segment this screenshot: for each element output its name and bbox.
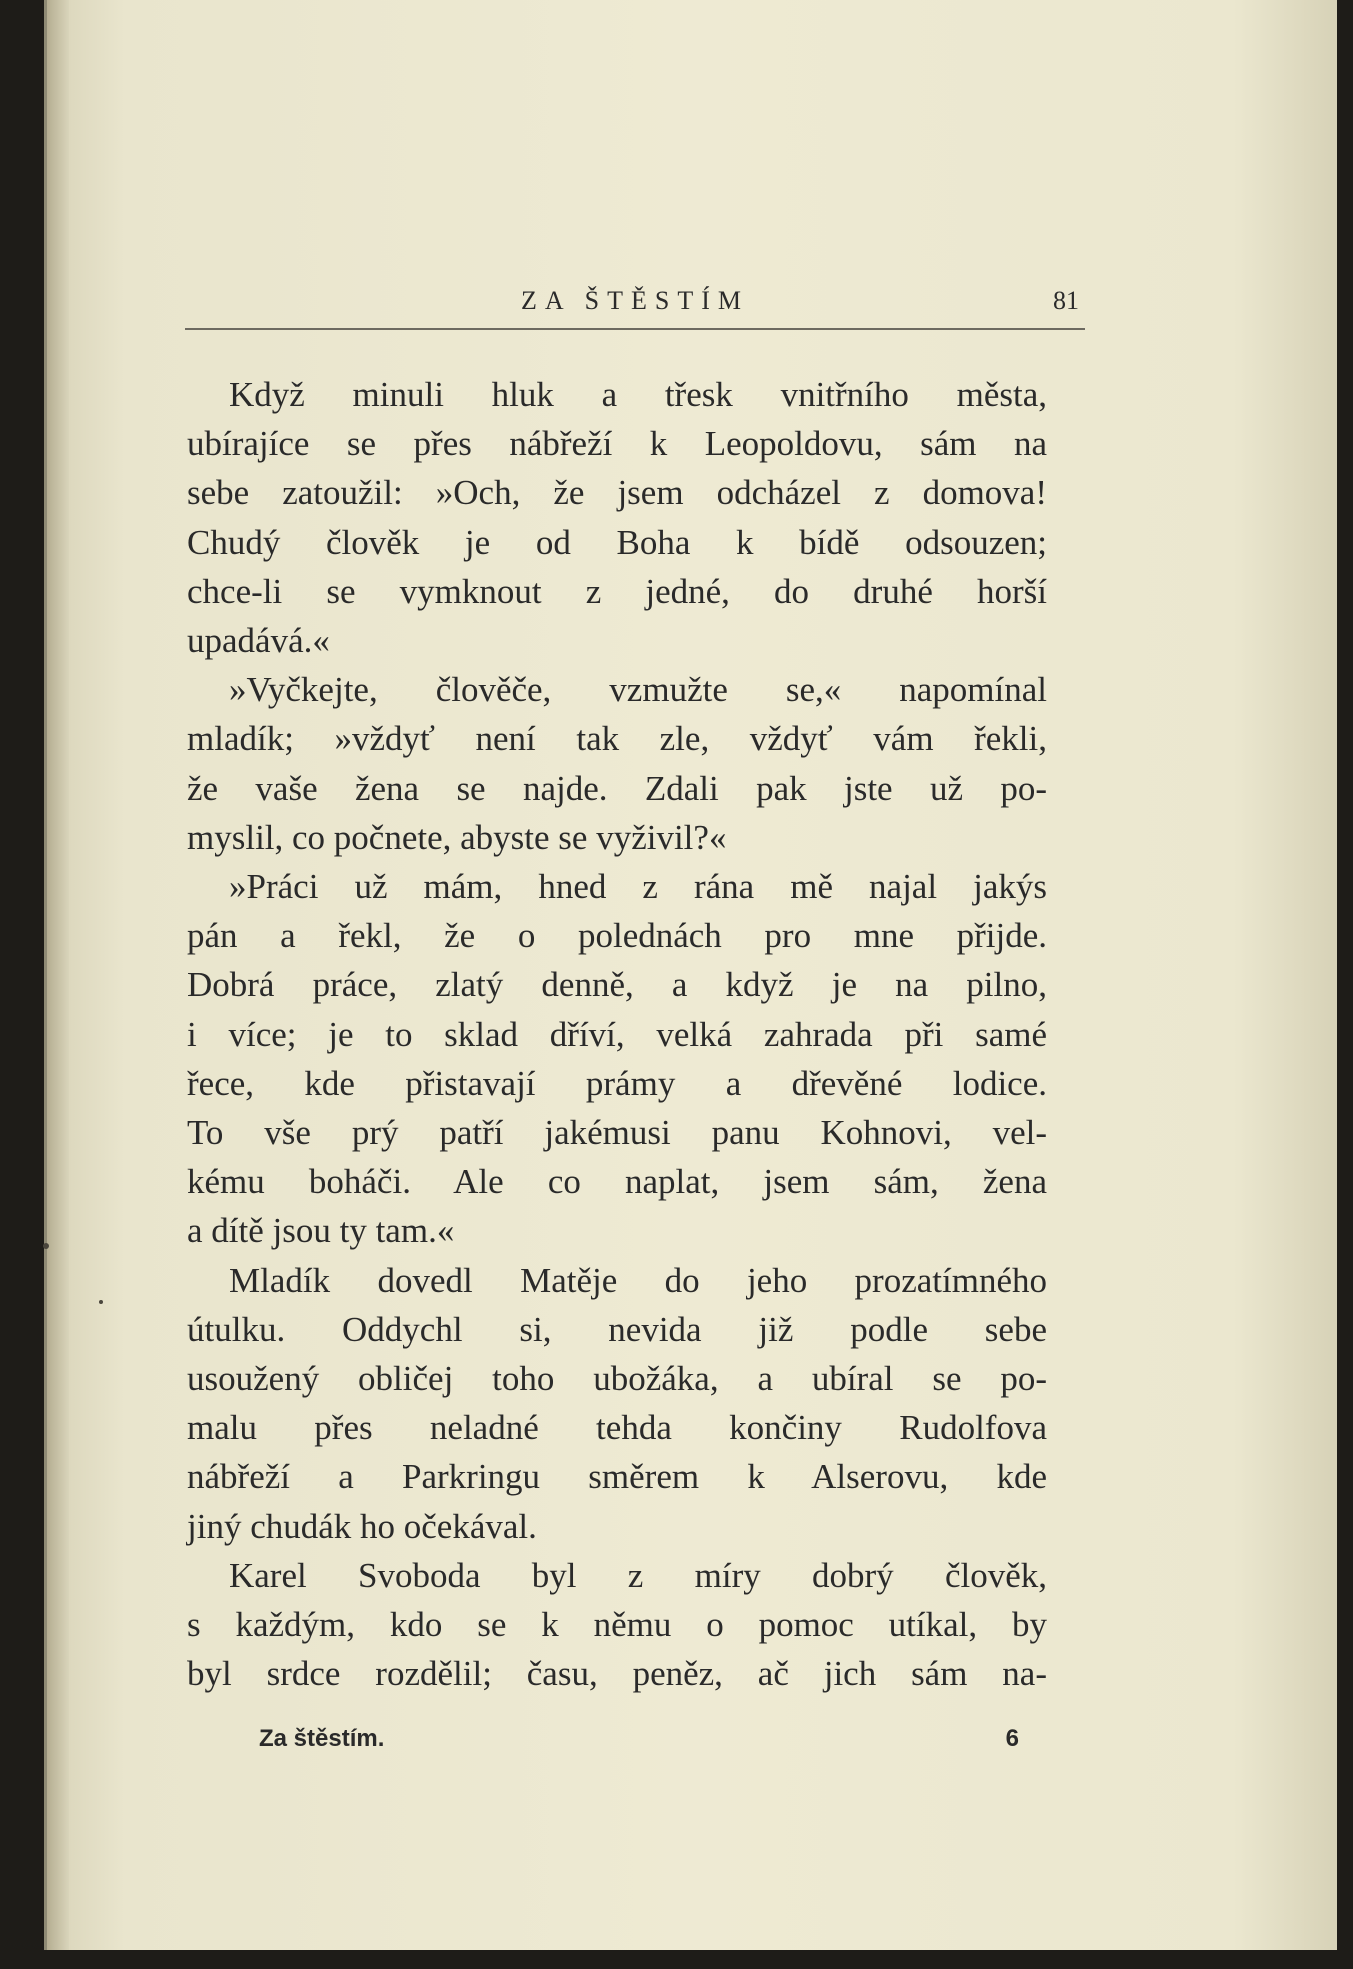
text-line: nábřeží a Parkringu směrem k Alserovu, kde — [187, 1457, 1047, 1497]
text-line: malu přes neladné tehda končiny Rudolfova — [187, 1408, 1047, 1448]
paragraph — [187, 1256, 1047, 1551]
text-line: pán a řekl, že o polednách pro mne přijde. — [187, 916, 1047, 956]
paragraph — [187, 370, 1047, 665]
sheet-number: 6 — [1005, 1725, 1019, 1752]
text-line: řece, kde přistavají prámy a dřevěné lodice. — [187, 1063, 1047, 1103]
text-line: mladík; »vždyť není tak zle, vždyť vám řekli, — [187, 719, 1047, 759]
page-footer — [259, 1725, 1039, 1765]
text-line: Chudý člověk je od Boha k bídě odsouzen; — [187, 522, 1047, 562]
paragraph — [187, 665, 1047, 862]
paragraph — [187, 862, 1047, 1256]
signature-mark: Za štěstím. — [259, 1725, 385, 1752]
print-speck — [99, 1300, 103, 1304]
text-line: sebe zatoužil: »Och, že jsem odcházel z domova! — [187, 473, 1047, 513]
page-gutter — [47, 0, 69, 1950]
text-line: Karel Svoboda byl z míry dobrý člověk, — [229, 1555, 1047, 1595]
print-speck — [43, 1243, 49, 1249]
text-line: To vše prý patří jakémusi panu Kohnovi, vel- — [187, 1113, 1047, 1153]
text-line: Mladík dovedl Matěje do jeho prozatímného — [229, 1260, 1047, 1300]
text-line: ubírajíce se přes nábřeží k Leopoldovu, sám na — [187, 424, 1047, 464]
text-line: byl srdce rozdělil; času, peněz, ač jich sám na- — [187, 1654, 1047, 1694]
text-line: a dítě jsou ty tam.« — [187, 1211, 455, 1251]
text-line: i více; je to sklad dříví, velká zahrada při samé — [187, 1014, 1047, 1054]
book-page — [44, 0, 1337, 1950]
text-line: usoužený obličej toho ubožáka, a ubíral se po- — [187, 1359, 1047, 1399]
text-line: upadává.« — [187, 621, 330, 661]
page-header — [185, 270, 1085, 330]
text-line: myslil, co počnete, abyste se vyživil?« — [187, 817, 727, 857]
running-head: ZA ŠTĚSTÍM — [520, 286, 750, 315]
text-line: s každým, kdo se k němu o pomoc utíkal, by — [187, 1605, 1047, 1645]
text-line: Když minuli hluk a třesk vnitřního města, — [229, 375, 1047, 414]
text-line: »Práci už mám, hned z rána mě najal jakýs — [229, 867, 1047, 907]
body-text — [187, 370, 1047, 1698]
paragraph — [187, 1551, 1047, 1699]
text-line: útulku. Oddychl si, nevida již podle sebe — [187, 1309, 1047, 1349]
text-line: že vaše žena se najde. Zdali pak jste už po- — [187, 768, 1047, 808]
text-line: kému boháči. Ale co naplat, jsem sám, žena — [187, 1162, 1047, 1202]
text-line: »Vyčkejte, člověče, vzmužte se,« napomínal — [229, 670, 1047, 710]
text-line: Dobrá práce, zlatý denně, a když je na pilno, — [187, 965, 1047, 1005]
text-line: chce-li se vymknout z jedné, do druhé horší — [187, 571, 1047, 611]
page-number: 81 — [1053, 286, 1079, 315]
text-line: jiný chudák ho očekával. — [187, 1506, 537, 1546]
